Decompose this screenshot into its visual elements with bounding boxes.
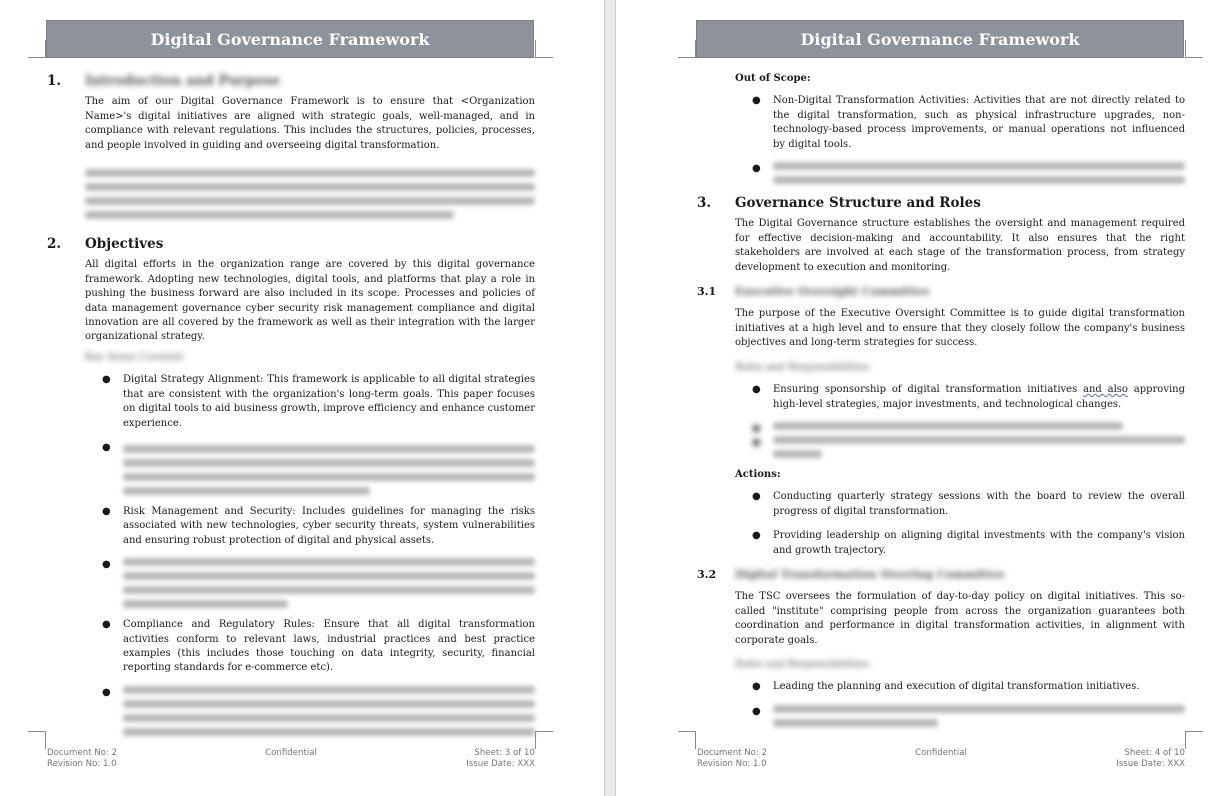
bullet-icon: ● [752, 530, 761, 542]
grammar-flagged-text[interactable]: and also [1083, 384, 1128, 396]
actions-label: Actions: [735, 468, 781, 480]
list-item-text: Providing leadership on aligning digital investments with the company's vision and growth trajectory. [773, 530, 1185, 556]
bullet-icon: ● [752, 384, 761, 396]
confidential-label: Confidential [265, 748, 317, 758]
list-item [85, 505, 535, 548]
bullet-icon: ● [102, 686, 111, 698]
document-number: Document No: 2 [47, 748, 118, 758]
list-item [735, 680, 1185, 694]
crop-mark [1185, 40, 1203, 58]
list-item-blurred [85, 686, 535, 736]
paragraph: The purpose of the Executive Oversight Committee is to guide digital transformation initiatives at a high level and to ensure that they closely follow the company's business objectives and long-term strategies for success. [735, 308, 1185, 349]
blurred-paragraph [85, 169, 535, 219]
section-title-blurred: Introduction and Purpose [85, 73, 281, 89]
list-item [735, 529, 1185, 558]
list-item-text: Non-Digital Transformation Activities: Activities that are not directly related to the digital transformation, such as physical infrastructure upgrades, non-technology-based process improvements, or manual operations not influenced by digital tools. [773, 95, 1185, 150]
bullet-icon: ● [752, 705, 761, 717]
bullet-icon: ● [102, 559, 111, 571]
page-body [697, 70, 1185, 737]
subheading-blurred: Roles and Responsibilities: [735, 361, 872, 373]
crop-mark [28, 40, 46, 58]
crop-mark [678, 40, 696, 58]
section-3-1-heading [697, 285, 1185, 299]
header-title: Digital Governance Framework [800, 29, 1080, 49]
section-title-blurred: Executive Oversight Committee [735, 285, 930, 299]
paragraph: All digital efforts in the organization range are covered by this digital governance framework. Adopting new technologies, digital tools, and platforms that play a role in pushing the business forward are also included in its scope. Processes and policies of data management governance cyber security risk management compliance and digital innovation are all covered by the framework as well as their integration with the larger organizational strategy. [85, 259, 535, 343]
bullet-icon: ● [102, 505, 111, 517]
list-item [735, 94, 1185, 152]
section-title-blurred: Digital Transformation Steering Committee [735, 567, 1005, 581]
header-title: Digital Governance Framework [150, 29, 430, 49]
out-of-scope-label: Out of Scope: [735, 73, 811, 84]
list-item-blurred [735, 162, 1185, 184]
page-gutter [604, 0, 616, 796]
list-item [85, 618, 535, 676]
section-title: Objectives [85, 236, 164, 253]
list-item-text: Compliance and Regulatory Rules: Ensure that all digital transformation activities conform to relevant laws, industrial practices and best practice examples (this includes those touching on data integrity, security, financial reporting standards for e-commerce etc). [123, 619, 535, 674]
list-item [85, 373, 535, 431]
confidential-label: Confidential [915, 748, 967, 758]
section-3-heading [697, 196, 1185, 210]
list-item-text: Conducting quarterly strategy sessions with the board to review the overall progress of digital transformation. [773, 491, 1185, 517]
bullet-icon: ● [752, 681, 761, 693]
list-item-text: approving high-level strategies, major investments, and technological changes. [773, 384, 1186, 410]
paragraph: The Digital Governance structure establishes the oversight and management required for effective decision-making and accountability. It also ensures that the right stakeholders are involved at each stage of the transformation process, from strategy development to execution and monitoring. [735, 218, 1185, 273]
page-left [0, 0, 604, 796]
page-body [47, 70, 535, 746]
list-item-blurred [85, 441, 535, 495]
list-item-text: Ensuring sponsorship of digital transformation initiatives [773, 384, 1084, 396]
issue-date: Issue Date: XXX [466, 759, 535, 769]
subheading-blurred: Key Areas Covered: [85, 351, 185, 363]
section-number: 3.2 [697, 567, 717, 581]
bullet-icon: ● [102, 619, 111, 631]
bullet-list [735, 680, 1185, 726]
page-header [696, 20, 1184, 58]
bullet-list [735, 383, 1185, 458]
section-3-2-heading [697, 568, 1185, 582]
list-item-blurred [735, 436, 1185, 458]
list-item-blurred [85, 558, 535, 608]
bullet-list [85, 373, 535, 735]
list-item [735, 490, 1185, 519]
list-item-text: Risk Management and Security: Includes guidelines for managing the risks associated with new technologies, cyber security threats, system vulnerabilities and ensuring robust protection of digital and physical assets. [123, 505, 535, 546]
revision-number: Revision No: 1.0 [697, 759, 767, 769]
document-number: Document No: 2 [697, 748, 768, 758]
crop-mark [28, 731, 46, 749]
crop-mark [535, 40, 553, 58]
section-number: 3.1 [697, 285, 717, 299]
bullet-icon: ● [752, 163, 761, 175]
section-number: 1. [47, 73, 62, 89]
bullet-list [735, 490, 1185, 558]
bullet-icon: ● [102, 441, 111, 453]
subheading-blurred: Roles and Responsibilities: [735, 658, 872, 670]
list-item-text: Digital Strategy Alignment: This framework is applicable to all digital strategies that are consistent with the organization's long-term goals. This paper focuses on digital tools to aid business growth, improve efficiency and enhance customer experience. [123, 374, 535, 429]
crop-mark [678, 731, 696, 749]
page-right [616, 0, 1220, 796]
bullet-icon: ● [752, 491, 761, 503]
bullet-list [735, 94, 1185, 184]
list-item-blurred [735, 705, 1185, 727]
paragraph: The TSC oversees the formulation of day-to-day policy on digital initiatives. This so-called "institute" comprising people from across the organization guarantees both coordination and performance in digital transformation activities, in alignment with corporate goals. [735, 591, 1185, 646]
page-header [46, 20, 534, 58]
bullet-icon: ● [752, 95, 761, 107]
section-2-heading [47, 237, 535, 251]
issue-date: Issue Date: XXX [1116, 759, 1185, 769]
sheet-number: Sheet: 4 of 10 [1124, 748, 1185, 758]
list-item-blurred [735, 422, 1185, 434]
section-title: Governance Structure and Roles [735, 195, 981, 212]
section-number: 2. [47, 236, 62, 253]
list-item [735, 383, 1185, 412]
list-item-text: Leading the planning and execution of digital transformation initiatives. [773, 681, 1140, 693]
paragraph: The aim of our Digital Governance Framework is to ensure that <Organization Name>'s digital initiatives are aligned with strategic goals, well-managed, and in compliance with relevant regulations. This includes the structures, policies, processes, and people involved in guiding and overseeing digital transformation. [85, 96, 535, 151]
crop-mark [1185, 731, 1203, 749]
revision-number: Revision No: 1.0 [47, 759, 117, 769]
section-number: 3. [697, 195, 712, 212]
bullet-icon: ● [102, 374, 111, 386]
section-1-heading [47, 74, 535, 88]
bullet-icon: ● [752, 422, 761, 434]
sheet-number: Sheet: 3 of 10 [474, 748, 535, 758]
crop-mark [535, 731, 553, 749]
bullet-icon: ● [752, 436, 761, 448]
